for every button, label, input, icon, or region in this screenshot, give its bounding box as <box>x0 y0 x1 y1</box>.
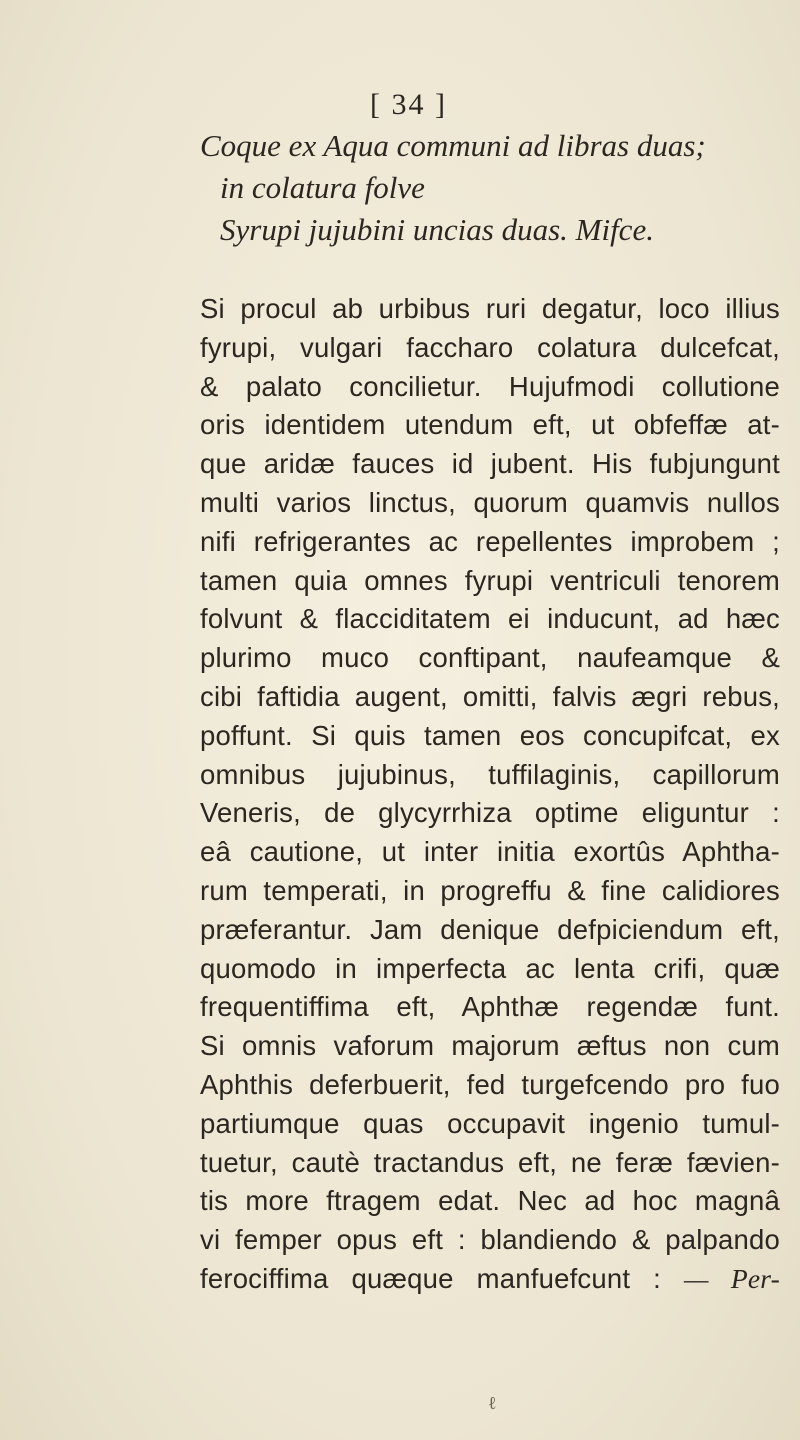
text-line: eâ cautione, ut inter initia exortûs Aphtha- <box>200 836 780 868</box>
text-line: tuetur, cautè tractandus eft, ne feræ fævien- <box>200 1146 780 1178</box>
body-paragraph <box>200 290 790 1299</box>
catchword: — Per- <box>684 1262 781 1294</box>
text-line: fyrupi, vulgari faccharo colatura dulcefcat, <box>200 331 780 363</box>
text-line: oris identidem utendum eft, ut obfeffæ at- <box>200 409 780 441</box>
text-line: Aphthis deferbuerit, fed turgefcendo pro fuo <box>200 1068 780 1100</box>
text-line: rum temperati, in progreffu & fine calidiores <box>200 874 780 906</box>
text-line: poffunt. Si quis tamen eos concupifcat, ex <box>200 719 780 751</box>
text-line: plurimo muco conftipant, naufeamque & <box>200 642 780 674</box>
text-line: Si omnis vaforum majorum æftus non cum <box>200 1030 780 1062</box>
text-line: partiumque quas occupavit ingenio tumul- <box>200 1107 780 1139</box>
text-line: ferociffima quæque manfuefcunt : <box>200 1262 662 1294</box>
text-line: tis more ftragem edat. Nec ad hoc magnâ <box>200 1185 780 1217</box>
bottom-mark: ℓ <box>488 1393 497 1413</box>
text-line: multi varios linctus, quorum quamvis nullos <box>200 486 780 518</box>
recipe-line: Syrupi jujubini uncias duas. Mifce. <box>220 212 654 247</box>
text-line: Veneris, de glycyrrhiza optime eliguntur : <box>200 797 780 829</box>
text-line: & palato concilietur. Hujufmodi collutione <box>200 370 780 402</box>
recipe-line: in colatura folve <box>220 170 425 205</box>
text-line: quomodo in imperfecta ac lenta crifi, quæ <box>200 952 780 984</box>
text-line: præferantur. Jam denique defpiciendum eft, <box>200 913 780 945</box>
text-line: que aridæ fauces id jubent. His fubjungunt <box>200 448 780 480</box>
text-line: cibi faftidia augent, omitti, falvis ægri rebus, <box>200 680 780 712</box>
text-line-with-catchword <box>200 1260 780 1299</box>
text-line: frequentiffima eft, Aphthæ regendæ funt. <box>200 991 780 1023</box>
text-line: Si procul ab urbibus ruri degatur, loco illius <box>200 293 780 324</box>
text-line: folvunt & flacciditatem ei inducunt, ad hæc <box>200 603 780 635</box>
page-number: [ 34 ] <box>370 88 447 121</box>
text-line: vi femper opus eft : blandiendo & palpando <box>200 1224 780 1256</box>
recipe-block <box>200 125 706 251</box>
text-line: nifi refrigerantes ac repellentes improbem ; <box>200 525 780 557</box>
text-line: omnibus jujubinus, tuffilaginis, capillorum <box>200 758 780 790</box>
recipe-line: Coque ex Aqua communi ad libras duas; <box>200 128 706 163</box>
text-line: tamen quia omnes fyrupi ventriculi tenorem <box>200 564 780 596</box>
